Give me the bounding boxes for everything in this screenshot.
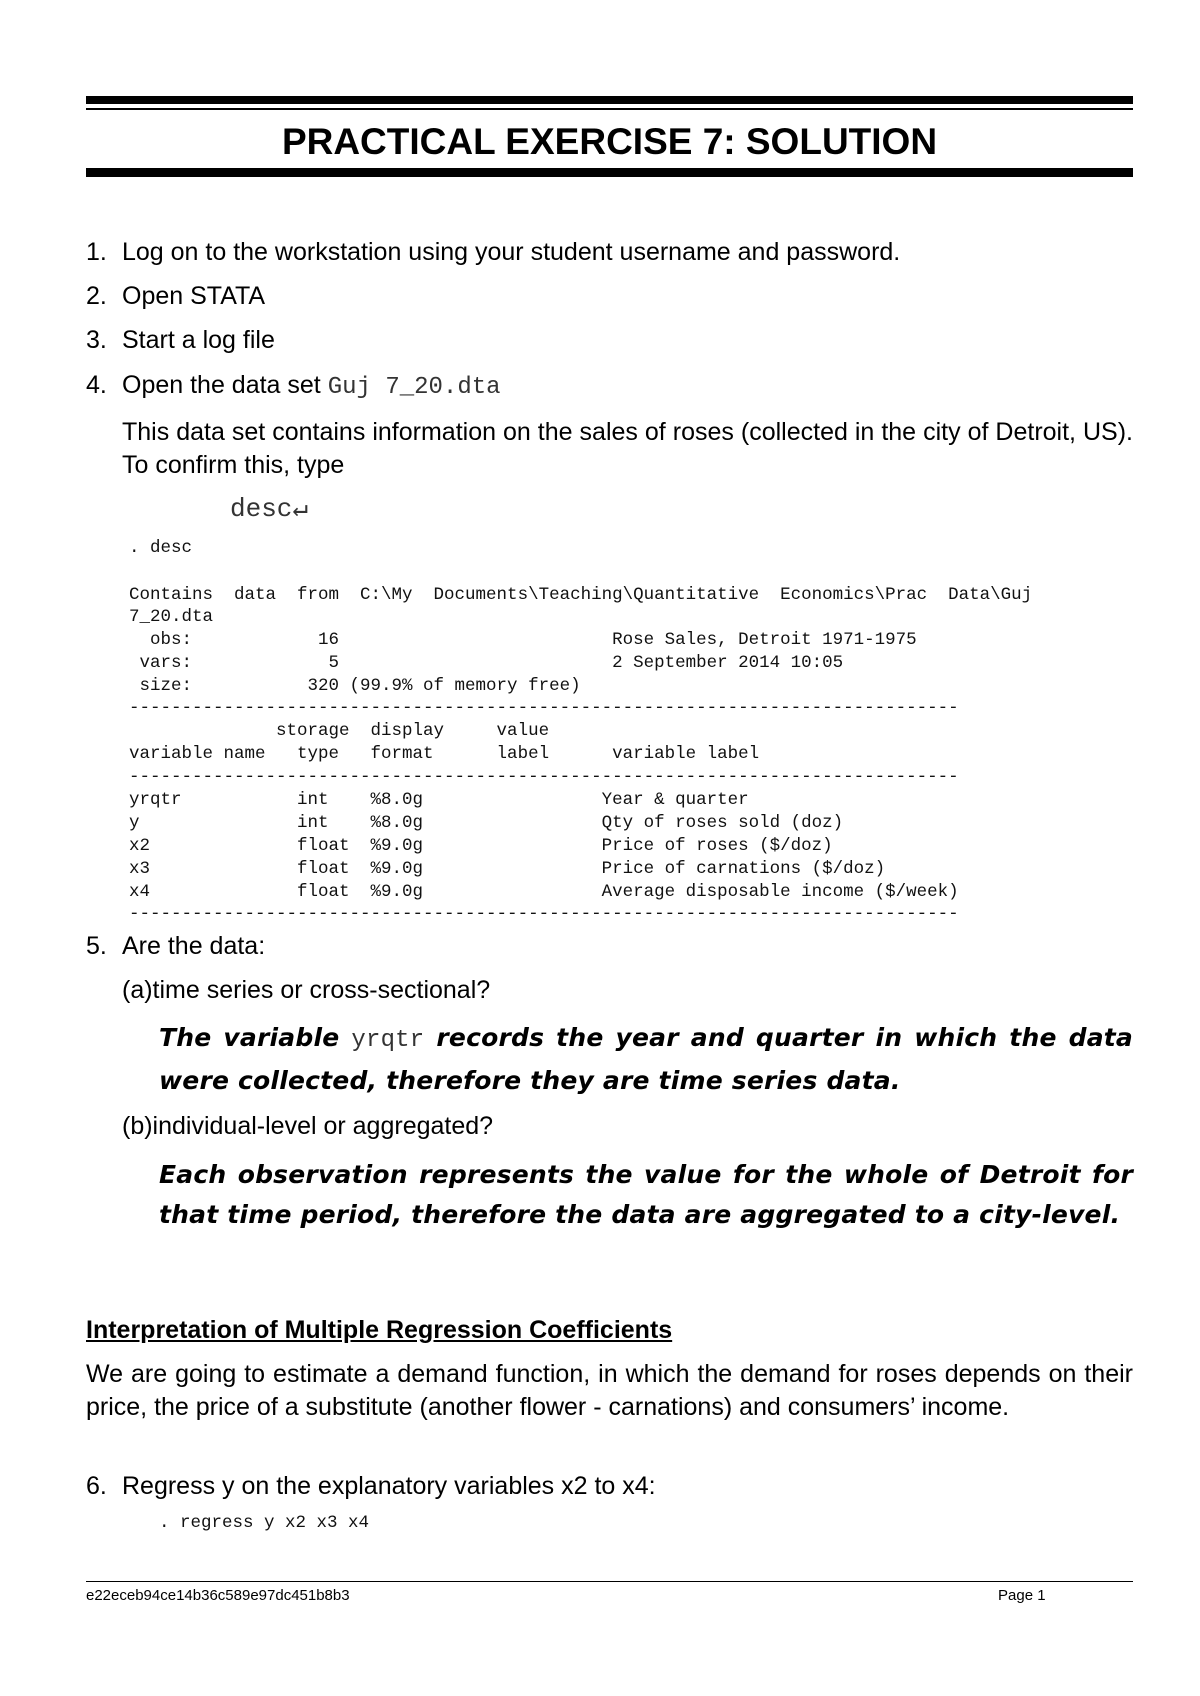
- answer-5a-code: yrqtr: [351, 1027, 425, 1054]
- desc-row: x4 float %9.0g Average disposable income ($/week): [129, 882, 959, 902]
- desc-separator: -------------------------------------------------------------------------------: [129, 904, 959, 924]
- desc-row: yrqtr int %8.0g Year & quarter: [129, 790, 749, 810]
- title-block: [86, 96, 1133, 177]
- step-number: 2.: [86, 282, 107, 310]
- answer-5a: [159, 1018, 1133, 1101]
- step-number: 6.: [86, 1472, 107, 1500]
- step-4-description: This data set contains information on the sales of roses (collected in the city of Detroit, US). To confirm this, type: [122, 418, 1133, 479]
- desc-header-1: storage display value: [129, 721, 550, 741]
- step-text: Are the data:: [122, 932, 266, 960]
- dataset-filename: Guj 7_20.dta: [327, 374, 501, 401]
- desc-vars: vars: 5 2 September 2014 10:05: [129, 653, 844, 673]
- desc-header-2: variable name type format label variable label: [129, 744, 760, 764]
- question-5a: (a)time series or cross-sectional?: [122, 976, 491, 1004]
- footer-document-id: e22eceb94ce14b36c589e97dc451b8b3: [86, 1587, 350, 1604]
- desc-row: y int %8.0g Qty of roses sold (doz): [129, 813, 844, 833]
- footer-rule: [86, 1581, 1133, 1582]
- desc-contains-line2: 7_20.dta: [129, 607, 214, 627]
- step-number: 4.: [86, 371, 107, 399]
- step-text: Regress y on the explanatory variables x2 to x4:: [122, 1472, 656, 1500]
- page-title: PRACTICAL EXERCISE 7: SOLUTION: [281, 121, 938, 162]
- step-text: Open STATA: [122, 282, 266, 310]
- desc-row: x3 float %9.0g Price of carnations ($/doz): [129, 859, 886, 879]
- answer-5a-pre: The variable: [159, 1023, 352, 1052]
- regress-command: . regress y x2 x3 x4: [159, 1513, 370, 1533]
- title-rule-top: [86, 96, 1133, 104]
- desc-command: . desc: [129, 538, 193, 558]
- desc-obs: obs: 16 Rose Sales, Detroit 1971-1975: [129, 630, 917, 650]
- step-text: Log on to the workstation using your student username and password.: [122, 238, 901, 266]
- desc-separator: -------------------------------------------------------------------------------: [129, 767, 959, 787]
- step-number: 1.: [86, 238, 107, 266]
- step-number: 3.: [86, 326, 107, 354]
- answer-5a-post: records the year and quarter in which the data were collected, therefore they are time series data.: [159, 1023, 1133, 1095]
- desc-row: x2 float %9.0g Price of roses ($/doz): [129, 836, 833, 856]
- type-command: desc↵: [230, 494, 309, 524]
- desc-separator: -------------------------------------------------------------------------------: [129, 698, 959, 718]
- answer-5b: Each observation represents the value for the whole of Detroit for that time period, therefore the data are aggregated to a city-level.: [159, 1160, 1133, 1229]
- step-text: Start a log file: [122, 326, 275, 354]
- desc-contains-line1: Contains data from C:\My Documents\Teaching\Quantitative Economics\Prac Data\Guj: [129, 585, 1033, 605]
- section-paragraph: We are going to estimate a demand function, in which the demand for roses depends on their price, the price of a substitute (another flower - carnations) and consumers’ income.: [86, 1360, 1133, 1421]
- section-heading: Interpretation of Multiple Regression Coefficients: [86, 1316, 673, 1344]
- step-number: 5.: [86, 932, 107, 960]
- title-rule-top-thin: [86, 108, 1133, 110]
- footer-page-number: Page 1: [998, 1587, 1046, 1604]
- step-text: Open the data set: [122, 371, 328, 399]
- title-rule-bottom: [86, 168, 1133, 177]
- question-5b: (b)individual-level or aggregated?: [122, 1112, 494, 1140]
- desc-size: size: 320 (99.9% of memory free): [129, 676, 581, 696]
